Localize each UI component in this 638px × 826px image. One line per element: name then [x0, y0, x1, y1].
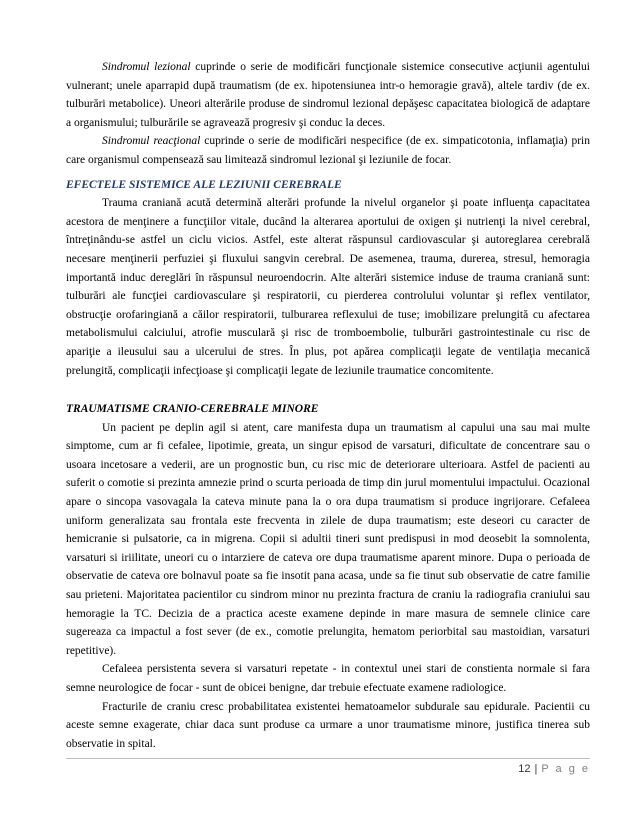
section-heading-traumatisme-minore: TRAUMATISME CRANIO-CEREBRALE MINORE	[66, 403, 319, 416]
page-label: P a g e	[541, 763, 590, 775]
paragraph-efectele-sistemice: Trauma craniană acută determină alterări profunde la nivelul organelor şi poate influenţa capacitatea acestora de menţinere a funcţiilor vitale, ducând la alterarea aportului de oxigen şi nutrienţi la nivel cerebral, întreţinându-se astfel un ciclu vicios. Astfel, este alterat răspunsul cardiovascular şi autoreglarea cerebrală necesare menţinerii perfuziei şi fluxului sangvin cerebral. De asemenea, trauma, durerea, stresul, hemoragia importantă induc dereglări în răspunsul neuroendocrin. Alte alterări sistemice induse de trauma craniană sunt: tulburări ale funcţiei cardiovasculare şi respiratorii, cu pierderea controlului voluntar şi reflex ventilator, obstrucţie orofaringiană a căilor respiratorii, tulburarea reflexului de tuse; imobilizare prelungită cu afectarea metabolismului calciului, atrofie musculară şi risc de tromboembolie, tulburări gastrointestinale cu risc de apariţie a ileusului sau a ulcerului de stres. În plus, pot apărea complicaţii legate de ventilaţia mecanică prelungită, complicaţii infecţioase şi complicaţii legate de leziunile traumatice concomitente.	[66, 197, 590, 377]
paragraph-text: cuprinde o serie de modificări nespecifice (de ex. simpaticotonia, inflamaţia) prin care organismul compensează sau limitează sindromul lezional şi leziunile de focar.	[66, 135, 590, 166]
paragraph-text: cuprinde o serie de modificări funcţionale sistemice consecutive acţiunii agentului vulnerant; unele aparrapid după traumatism (de ex. hipotensiunea intr-o hemoragie gravă), altele tardiv (de ex. tulburări metabolice). Uneori alterările produse de sindromul lezional depăşesc capacitatea biologică de adaptare a organismului; tulburările se agravează progresiv şi conduc la deces.	[66, 61, 591, 129]
section-heading-efectele-sistemice: EFECTELE SISTEMICE ALE LEZIUNII CEREBRALE	[66, 178, 342, 191]
document-body	[66, 58, 590, 753]
page-footer	[66, 758, 590, 775]
paragraph-sindrom-reactional	[66, 132, 590, 169]
paragraph-traumatisme-1: Un pacient pe deplin agil si atent, care manifesta dupa un traumatism al capului una sau mai multe simptome, cum ar fi cefalee, lipotimie, greata, un singur episod de varsaturi, dificultate de concentrare sau o usoara incetosare a vederii, are un prognostic bun, cu risc mic de deteriorare ulterioara. Astfel de pacienti au suferit o comotie si prezinta amnezie prind o scurta perioada de timp din jurul momentului impactului. Ocazional apare o sincopa vasovagala la cateva minute pana la o ora dupa traumatism si produce ingrijorare. Cefaleea uniform generalizata sau frontala este frecventa in zilele de dupa traumatism; este deseori cu caracter de hemicranie si pulsatorie, ca in migrena. Copii si adultii tineri sunt predispusi in mod deosebit la somnolenta, varsaturi si iriilitate, uneori cu o intarziere de cateva ore dupa traumatisme aparent minore. Dupa o perioada de observatie de cateva ore bolnavul poate sa fie insotit pana acasa, unde sa fie tinut sub observatie de catre familie sau prieteni. Majoritatea pacientilor cu sindrom minor nu prezinta fractura de craniu la radiografia craniului sau hemoragie la TC. Decizia de a practica aceste examene depinde in mare masura de semnele clinice care sugereaza ca impactul a fost sever (de ex., comotie prelungita, hematom periorbital sau mastoidian, varsaturi repetitive).	[66, 421, 590, 657]
spacer	[66, 380, 590, 400]
footer-separator: |	[534, 763, 538, 775]
paragraph-traumatisme-2: Cefaleea persistenta severa si varsaturi repetate - in contextul unei stari de constienta normale si fara semne neurologice de focar - sunt de obicei benigne, dar trebuie efectuate examene radiologice.	[66, 663, 590, 694]
page-number: 12	[518, 763, 531, 775]
term-sindromul-lezional: Sindromul lezional	[102, 61, 191, 73]
term-sindromul-reactional: Sindromul reacţional	[102, 135, 201, 148]
paragraph-sindrom-lezional	[66, 58, 590, 132]
paragraph-traumatisme-3: Fracturile de craniu cresc probabilitatea existentei hematoamelor subdurale sau epidurale. Pacientii cu aceste semne exagerate, chiar daca sunt produse ca urmare a unor traumatisme minore, justifica tinerea sub observatie in spital.	[66, 700, 590, 750]
